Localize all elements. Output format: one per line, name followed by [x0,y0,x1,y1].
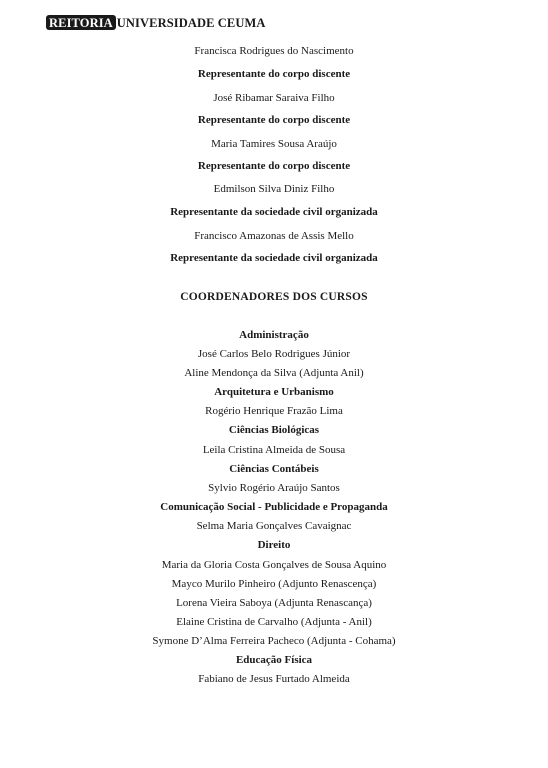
course-coordinator: Sylvio Rogério Araújo Santos [208,482,340,494]
reitoria-badge: REITORIA [46,15,116,30]
course-title: Administração [239,329,309,341]
representative-role: Representante da sociedade civil organizada [170,252,378,264]
course-title: Comunicação Social - Publicidade e Propaganda [160,501,388,513]
representative-name: Maria Tamires Sousa Araújo [211,138,337,150]
course-coordinator: Rogério Henrique Frazão Lima [205,405,343,417]
representative-role: Representante do corpo discente [197,160,351,172]
course-coordinator: Mayco Murilo Pinheiro (Adjunto Renascença) [171,578,377,590]
course-title: Ciências Contábeis [229,463,319,475]
representative-role: Representante do corpo discente [197,114,351,126]
course-title: Arquitetura e Urbanismo [214,386,334,398]
course-coordinator: José Carlos Belo Rodrigues Júnior [197,348,351,360]
course-coordinator: Lorena Vieira Saboya (Adjunta Renascança) [176,597,372,609]
course-coordinator: Symone D’Alma Ferreira Pacheco (Adjunta - Cohama) [152,635,396,647]
section-title: COORDENADORES DOS CURSOS [180,291,368,303]
university-name: UNIVERSIDADE CEUMA [116,15,266,30]
course-coordinator: Leila Cristina Almeida de Sousa [202,444,346,456]
representative-name: Francisco Amazonas de Assis Mello [194,230,354,242]
representative-role: Representante do corpo discente [197,68,351,80]
representative-name: Edmilson Silva Diniz Filho [213,183,335,195]
page-header [46,15,265,30]
course-coordinator: Fabiano de Jesus Furtado Almeida [198,673,350,685]
course-title: Educação Física [235,654,313,666]
representative-role: Representante da sociedade civil organizada [170,206,378,218]
representative-name: Francisca Rodrigues do Nascimento [194,45,354,57]
course-coordinator: Maria da Gloria Costa Gonçalves de Sousa Aquino [161,559,387,571]
course-title: Ciências Biológicas [228,424,320,436]
course-coordinator: Aline Mendonça da Silva (Adjunta Anil) [184,367,364,379]
course-title: Direito [257,539,291,551]
representative-name: José Ribamar Saraiva Filho [213,92,335,104]
course-coordinator: Elaine Cristina de Carvalho (Adjunta - Anil) [176,616,372,628]
course-coordinator: Selma Maria Gonçalves Cavaignac [196,520,352,532]
